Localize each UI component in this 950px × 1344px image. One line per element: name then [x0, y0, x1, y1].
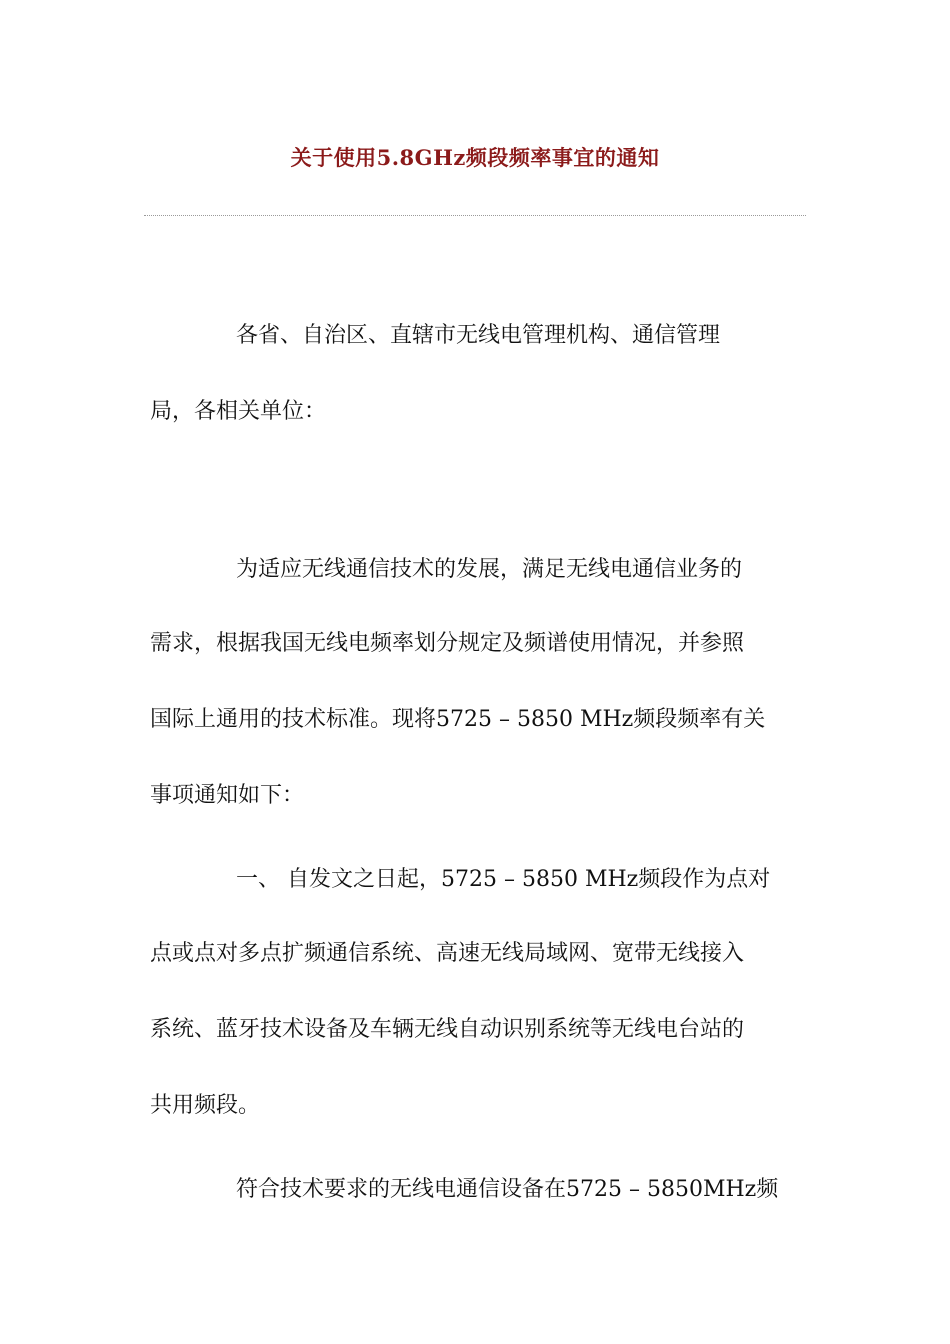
- text-line: 系统、蓝牙技术设备及车辆无线自动识别系统等无线电台站的: [150, 1017, 745, 1042]
- title-divider: [144, 215, 806, 216]
- text-line: 局，各相关单位：: [150, 399, 327, 424]
- text-line: 符合技术要求的无线电通信设备在5725 – 5850MHz频: [236, 1177, 779, 1202]
- text-line: 点或点对多点扩频通信系统、高速无线局域网、宽带无线接入: [150, 941, 745, 966]
- text-line: 国际上通用的技术标准。现将5725 – 5850 MHz频段频率有关: [150, 707, 766, 732]
- text-line: 为适应无线通信技术的发展，满足无线电通信业务的: [236, 557, 743, 582]
- text-line: 事项通知如下：: [150, 783, 305, 808]
- text-line: 共用频段。: [150, 1093, 261, 1118]
- text-line: 一、 自发文之日起，5725 – 5850 MHz频段作为点对: [236, 867, 771, 892]
- text-line: 需求，根据我国无线电频率划分规定及频谱使用情况，并参照: [150, 631, 745, 656]
- text-line: 各省、自治区、直辖市无线电管理机构、通信管理: [236, 323, 721, 348]
- document-title: 关于使用5.8GHz频段频率事宜的通知: [290, 145, 660, 170]
